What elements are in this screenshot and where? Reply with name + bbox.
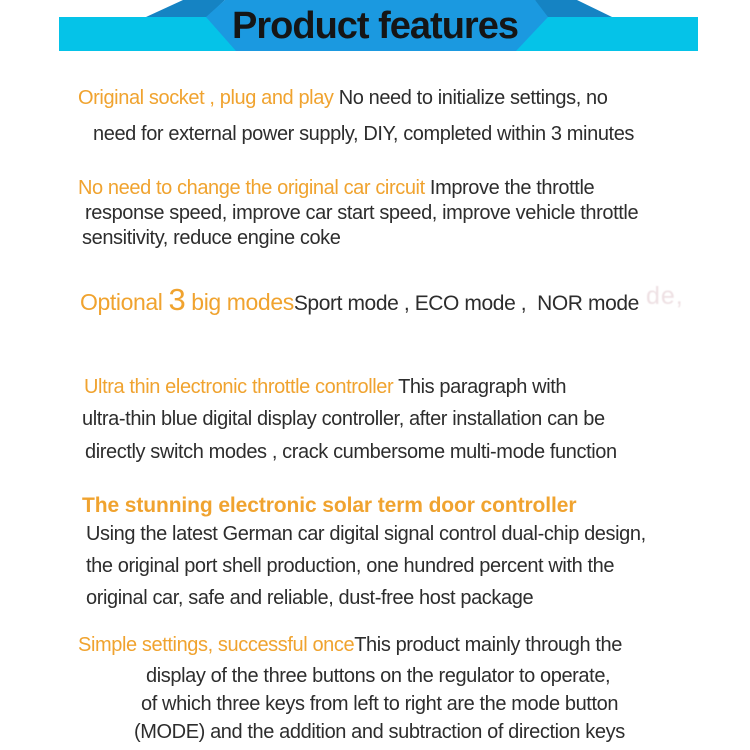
feature-5-line-3: original car, safe and reliable, dust-free host package [86,587,534,609]
feature-4-line-2: ultra-thin blue digital display controller, after installation can be [82,408,605,430]
feature-1-line-2: need for external power supply, DIY, completed within 3 minutes [93,123,635,145]
feature-5-line-2: the original port shell production, one hundred percent with the [86,555,615,577]
feature-6-rest: This product mainly through the [354,634,622,656]
feature-3-heading-suffix: big modes [185,289,294,315]
feature-4-heading: Ultra thin electronic throttle controller [84,376,399,398]
feature-4-line-3: directly switch modes , crack cumbersome multi-mode function [85,441,617,463]
feature-4-rest: This paragraph with [398,376,567,398]
feature-3-heading-number: 3 [168,282,186,317]
feature-5-heading: The stunning electronic solar term door controller [82,494,577,517]
feature-2-heading: No need to change the original car circuit [78,177,430,199]
feature-6-heading: Simple settings, successful once [78,634,355,656]
feature-1-rest: No need to initialize settings, no [338,87,608,109]
feature-6-line-4: (MODE) and the addition and subtraction of direction keys [134,721,625,743]
feature-6-line-1 [78,635,622,655]
page-title: Product features [232,4,518,47]
feature-3-rest: Sport mode , ECO mode , NOR mode [293,292,639,315]
watermark-ghost: de, [646,282,684,310]
feature-4-line-1 [84,377,566,397]
feature-2-rest: Improve the throttle [429,177,595,199]
feature-3-line-1 [80,284,639,315]
feature-1-heading: Original socket , plug and play [78,87,339,109]
feature-3-heading-prefix: Optional [80,289,169,315]
feature-6-line-3: of which three keys from left to right are the mode button [141,693,619,715]
feature-6-line-2: display of the three buttons on the regulator to operate, [146,665,611,687]
feature-2-line-3: sensitivity, reduce engine coke [82,227,341,249]
feature-2-line-2: response speed, improve car start speed, improve vehicle throttle [85,202,639,224]
feature-5-line-1: Using the latest German car digital signal control dual-chip design, [86,523,646,545]
feature-1-line-1 [78,88,607,108]
banner-ribbon [0,0,750,52]
feature-2-line-1 [78,178,594,198]
